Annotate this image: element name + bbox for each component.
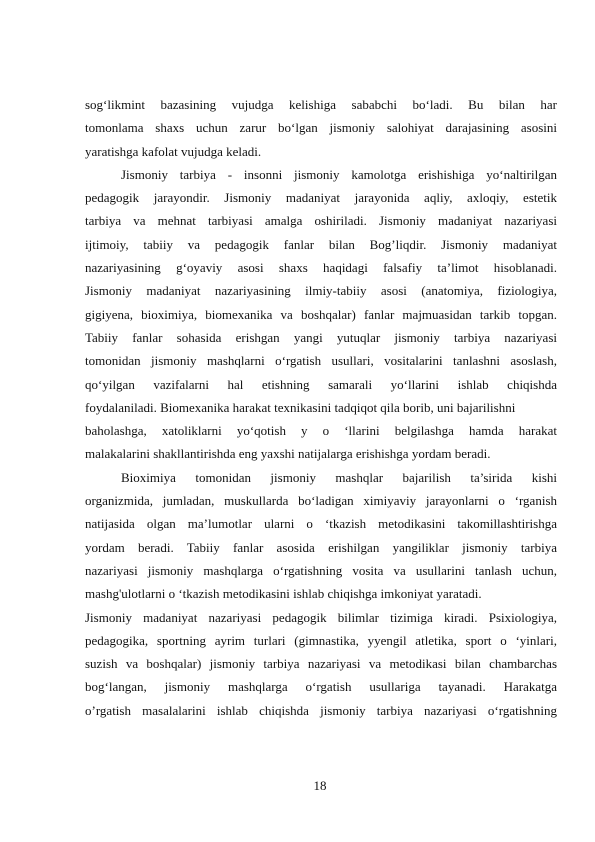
text-line: yaratishga kafolat vujudga keladi. [85, 143, 262, 159]
text-line: pedagogik jarayondir. Jismoniy madaniyat jarayonida aqliy, axloqiy, estetik [85, 190, 557, 206]
text-line: organizmida, jumladan, muskullarda bo‘ladigan ximiyaviy jarayonlarni o ‘rganish [85, 493, 557, 509]
text-line: natijasida olgan ma’lumotlar ularni o ‘tkazish metodikasini takomillashtirishga [85, 516, 557, 532]
text-line: yordam beradi. Tabiiy fanlar asosida erishilgan yangiliklar jismoniy tarbiya [85, 539, 557, 555]
text-line: ijtimoiy, tabiiy va pedagogik fanlar bilan Bog’liqdir. Jismoniy madaniyat [85, 236, 557, 252]
text-line: Bioximiya tomonidan jismoniy mashqlar bajarilish ta’sirida kishi [121, 469, 557, 485]
text-line: tomonlama shaxs uchun zarur bo‘lgan jismoniy salohiyat darajasining asosini [85, 120, 557, 136]
text-line: Jismoniy madaniyat nazariyasi pedagogik bilimlar tizimiga kiradi. Psixiologiya, [85, 609, 557, 625]
text-line: Tabiiy fanlar sohasida erishgan yangi yutuqlar jismoniy tarbiya nazariyasi [85, 329, 557, 345]
text-line: Jismoniy madaniyat nazariyasining ilmiy-tabiiy asosi (anatomiya, fiziologiya, [85, 283, 557, 299]
text-line: tomonidan jismoniy mashqlarni o‘rgatish usullari, vositalarini tanlashni asoslash, [85, 353, 557, 369]
text-line: mashg'ulotlarni o ‘tkazish metodikasini ishlab chiqishga imkoniyat yaratadi. [85, 586, 482, 602]
text-line: nazariyasi jismoniy mashqlarga o‘rgatishning vosita va usullarini tanlash uchun, [85, 562, 557, 578]
text-line: qo‘yilgan vazifalarni hal etishning samarali yo‘llarini ishlab chiqishda [85, 376, 557, 392]
text-line: malakalarini shakllantirishda eng yaxshi natijalarga erishishga yordam beradi. [85, 446, 491, 462]
text-line: o’rgatish masalalarini ishlab chiqishda jismoniy tarbiya nazariyasi o‘rgatishning [85, 702, 557, 718]
text-line: Jismoniy tarbiya - insonni jismoniy kamolotga erishishiga yo‘naltirilgan [121, 166, 557, 182]
text-line: bog‘langan, jismoniy mashqlarga o‘rgatish usullariga tayanadi. Harakatga [85, 679, 557, 695]
page-number: 18 [313, 778, 327, 793]
text-line: suzish va boshqalar) jismoniy tarbiya nazariyasi va metodikasi bilan chambarchas [85, 656, 557, 672]
text-line: baholashga, xatoliklarni yo‘qotish y o ‘llarini belgilashga hamda harakat [85, 423, 557, 439]
text-line: nazariyasining g‘oyaviy asosi shaxs haqidagi falsafiy ta’limot hisoblanadi. [85, 260, 557, 276]
text-line: gigiyena, bioximiya, biomexanika va boshqalar) fanlar majmuasidan tarkib topgan. [85, 306, 557, 322]
text-line: sog‘likmint bazasining vujudga kelishiga sababchi bo‘ladi. Bu bilan har [85, 97, 557, 112]
text-line: tarbiya va mehnat tarbiyasi amalga oshiriladi. Jismoniy madaniyat nazariyasi [85, 213, 557, 229]
document-body [85, 93, 557, 722]
text-line: foydalaniladi. Biomexanika harakat texnikasini tadqiqot qila borib, uni bajarilishni [85, 399, 516, 415]
text-line: pedagogika, sportning ayrim turlari (gimnastika, yyengil atletika, sport o ‘yinlari, [85, 632, 557, 648]
